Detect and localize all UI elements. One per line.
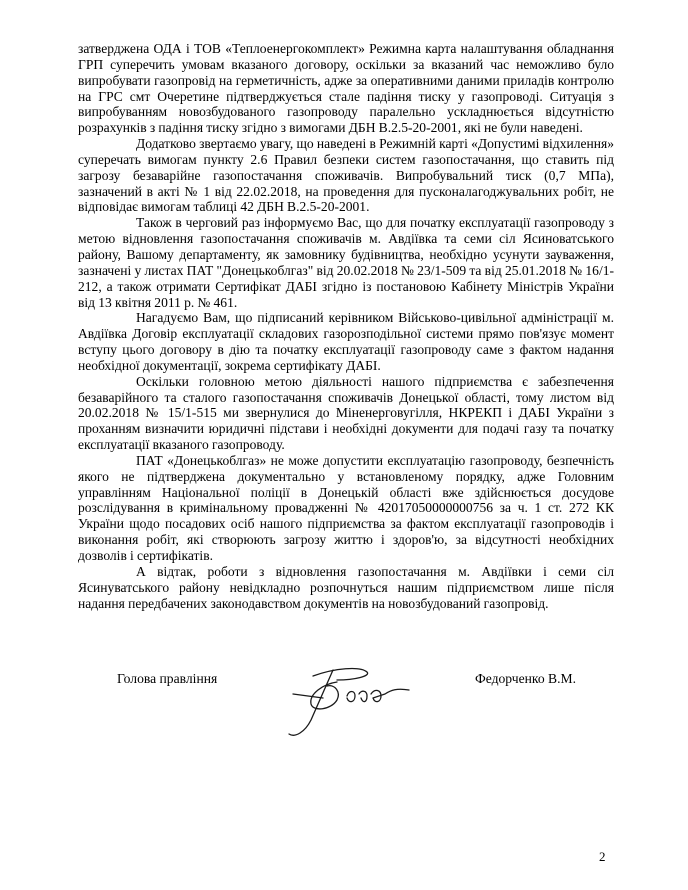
signatory-title: Голова правління: [117, 671, 218, 686]
paragraph-3: Також в черговий раз інформуємо Вас, що для початку експлуатації газопроводу з метою відновлення газопостачання споживачів м. Авдіївка та семи сіл Ясиноватського району, Вашому департаменту, як замовнику будівництва, необхідно усунути зауваження, зазначені у листах ПАТ "Донецькоблгаз" від 20.02.2018 № 23/1-509 та від 25.01.2018 № 16/1-212, а також отримати Сертифікат ДАБІ згідно із постановою Кабінету Міністрів України від 13 квітня 2011 р. № 461.: [78, 215, 614, 310]
page-number: 2: [599, 849, 606, 864]
paragraph-7: А відтак, роботи з відновлення газопостачання м. Авдіївки і семи сіл Ясинуватського району невідкладно розпочнуться нашим підприємством лише після надання передбачених законодавством документів на новозбудований газопровід.: [78, 563, 614, 611]
paragraph-1: затверджена ОДА і ТОВ «Теплоенергокомплект» Режимна карта налаштування обладнання ГРП суперечить умовам вказаного договору, оскільки за вказаний час неможливо було випробувати газопровід на герметичність, адже за оперативними даними приладів контролю на ГРС смт Очеретине підтверджується стале падіння тиску у газопроводі. Ситуація з випробуванням новозбудованого газопроводу паралельно ускладнюється відсутністю розрахунків з падіння тиску згідно з вимогами ДБН В.2.5-20-2001, які не були наведені.: [78, 41, 614, 136]
signatory-name: Федорченко В.М.: [475, 671, 576, 686]
paragraph-2: Додатково звертаємо увагу, що наведені в Режимній карті «Допустимі відхилення» суперечать вимогам пункту 2.6 Правил безпеки систем газопостачання, що ставить під загрозу безаварійне газопостачання споживачів. Випробувальний тиск (0,7 МПа), зазначений в акті № 1 від 22.02.2018, на проведення для пусконалагоджувальних робіт, не відповідає вимогам таблиці 42 ДБН В.2.5-20-2001.: [78, 136, 614, 215]
paragraph-6: ПАТ «Донецькоблгаз» не може допустити експлуатацію газопроводу, безпечність якого не підтверджена документально у встановленому порядку, адже Головним управлінням Національної поліції в Донецькій області вже здійснюється досудове розслідування в кримінальному провадженні № 42017050000000756 за ч. 1 ст. 272 КК України щодо посадових осіб нашого підприємства за фактом експлуатації газопроводів і виконання робіт, які створюють загрозу життю і здоров'ю, за відсутності необхідних дозволів і сертифікатів.: [78, 452, 614, 563]
paragraph-4: Нагадуємо Вам, що підписаний керівником Військово-цивільної адміністрації м. Авдіївка Договір експлуатації складових газорозподільної системи прямо пов'язує момент вступу цього договору в дію та початку експлуатації газопроводу саме з фактом надання необхідної документації, зокрема сертифікату ДАБІ.: [78, 310, 614, 373]
letter-body: [78, 41, 614, 611]
paragraph-5: Оскільки головною метою діяльності нашого підприємства є забезпечення безаварійного та сталого газопостачання споживачів Донецької області, тому листом від 20.02.2018 № 15/1-515 ми звернулися до Міненерговугілля, НКРЕКП і ДАБІ України з проханням визначити юридичні підстави і необхідні документи для подачі газу та початку експлуатації вказаного газопроводу.: [78, 373, 614, 453]
handwritten-signature: [275, 654, 425, 744]
